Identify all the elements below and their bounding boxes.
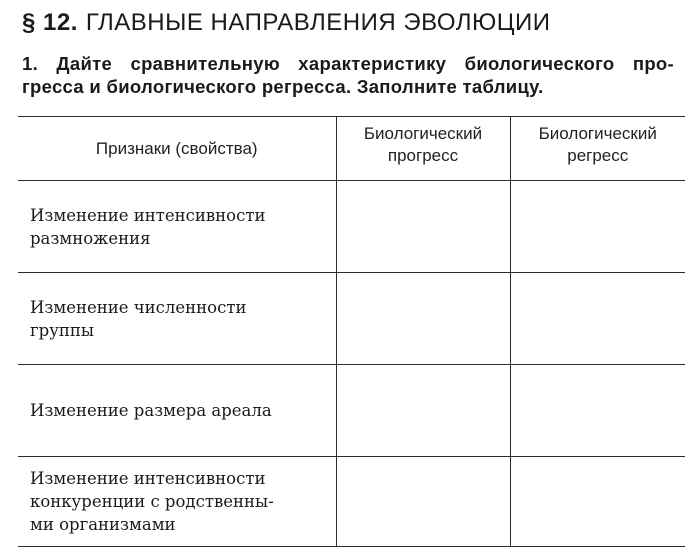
regress-answer-cell[interactable]	[510, 181, 685, 273]
table-header-row	[18, 117, 685, 181]
row-property	[18, 273, 336, 365]
header-regress	[510, 117, 685, 181]
header-progress-line-2: прогресс	[387, 146, 459, 165]
task-instructions	[22, 52, 682, 98]
table-row	[18, 273, 685, 365]
row-property	[18, 365, 336, 457]
progress-answer-cell[interactable]	[336, 181, 510, 273]
section-heading: ГЛАВНЫЕ НАПРАВЛЕНИЯ ЭВОЛЮЦИИ	[85, 9, 551, 36]
regress-answer-cell[interactable]	[510, 273, 685, 365]
header-progress	[336, 117, 510, 181]
regress-answer-cell[interactable]	[510, 457, 685, 547]
header-regress-line-2: регресс	[567, 146, 629, 165]
row-property-line: Изменение интенсивности	[30, 469, 266, 488]
comparison-table	[18, 116, 685, 547]
task-line-1: 1. Дайте сравнительную характеристику биологического про-	[22, 53, 674, 74]
row-property-line: Изменение интенсивности	[30, 205, 266, 225]
row-property-line: группы	[30, 320, 95, 340]
row-property-line: ми организмами	[30, 515, 176, 534]
row-property	[18, 181, 336, 273]
header-progress-line-1: Биологический	[363, 124, 483, 143]
row-property-line: конкуренции с родственны-	[30, 492, 274, 511]
progress-answer-cell[interactable]	[336, 457, 510, 547]
header-regress-line-1: Биологический	[538, 124, 657, 143]
row-property-line: Изменение численности	[30, 297, 247, 317]
progress-answer-cell[interactable]	[336, 365, 510, 457]
regress-answer-cell[interactable]	[510, 365, 685, 457]
section-title	[22, 7, 550, 39]
header-properties: Признаки (свойства)	[18, 117, 336, 181]
progress-answer-cell[interactable]	[336, 273, 510, 365]
task-line-2: гресса и биологического регресса. Заполните таблицу.	[22, 76, 544, 97]
section-number: § 12.	[22, 9, 78, 36]
table-row	[18, 457, 685, 547]
row-property-line: размножения	[30, 228, 151, 248]
row-property-line: Изменение размера ареала	[30, 401, 272, 420]
row-property	[18, 457, 336, 547]
table-row	[18, 181, 685, 273]
table-row	[18, 365, 685, 457]
